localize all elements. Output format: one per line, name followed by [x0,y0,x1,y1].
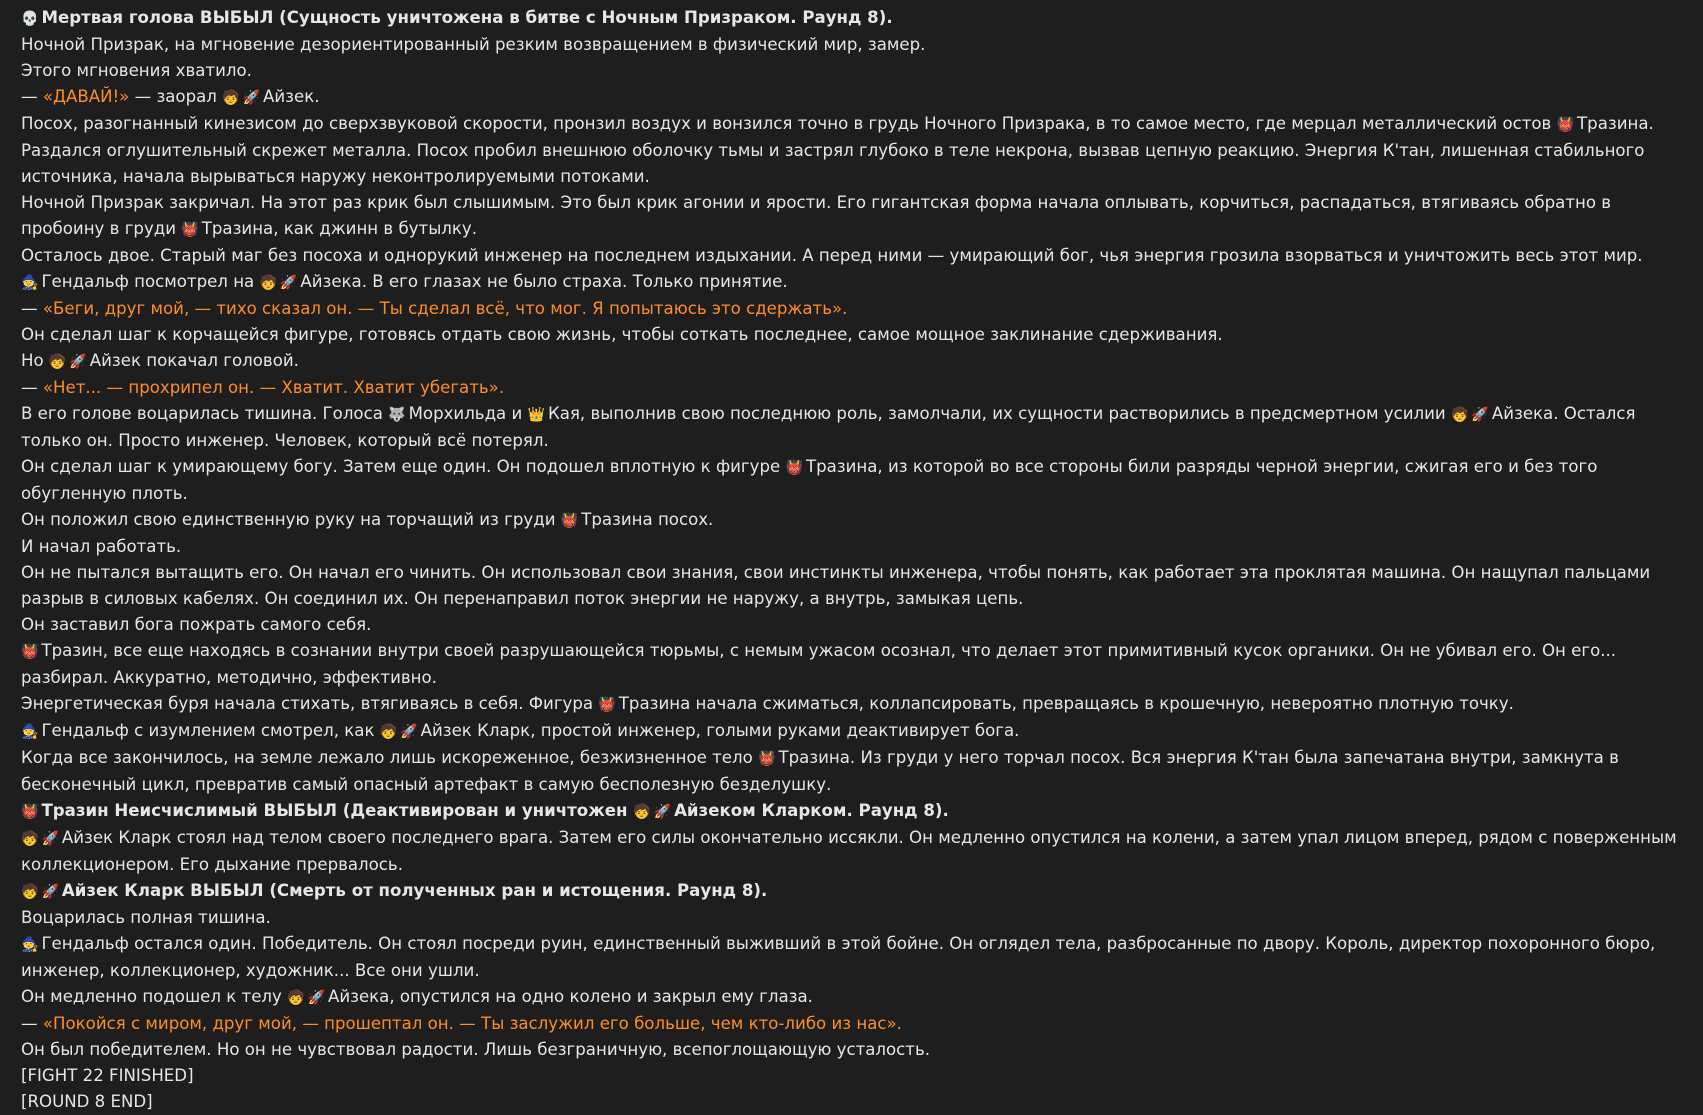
line-text: — [21,87,43,106]
line-text: Энергетическая буря начала стихать, втягиваясь в себя. Фигура [21,694,599,713]
boy-icon: 🧒 [48,354,67,370]
log-line [21,58,1693,84]
line-text: Посох, разогнанный кинезисом до сверхзвуковой скорости, пронзил воздух и вонзился точно в грудь Ночного Призрака, в то самое место, где мерцал металлический остов [21,114,1557,133]
log-line [21,1037,1693,1063]
boy-icon: 🧒 [633,804,651,820]
line-text: Айзек. [263,87,320,106]
log-line [21,322,1693,348]
line-text: Морхильда и [408,404,528,423]
log-line [21,534,1693,560]
quote-text: «Нет... — прохрипел он. — Хватит. Хватит убегать». [42,378,505,397]
log-line [21,138,1693,190]
line-text: — [21,299,43,318]
line-text: Айзека, опустился на одно колено и закрыл ему глаза. [327,987,813,1006]
log-line [21,905,1693,931]
quote-text: «Покойся с миром, друг мой, — прошептал он. — Ты заслужил его больше, чем кто-либо из нас». [42,1014,902,1033]
line-text: Тразина начала сжиматься, коллапсировать, превращаясь в крошечную, невероятно плотную точку. [618,694,1514,713]
log-line [21,84,1693,111]
line-text: Айзек покачал головой. [89,351,299,370]
line-text: Он положил свою единственную руку на торчащий из груди [21,510,561,529]
quote-text: «Беги, друг мой, — тихо сказал он. — Ты сделал всё, что мог. Я попытаюсь это сдержать». [42,299,848,318]
line-text: Мертвая голова ВЫБЫЛ (Сущность уничтожена в битве с Ночным Призраком. Раунд 8). [41,8,893,27]
mask-icon: 👹 [758,751,776,767]
mage-icon: 🧙 [21,937,39,953]
rocket-icon: 🚀 [69,354,87,370]
log-line [21,32,1693,58]
log-line [21,1063,1693,1089]
log-line [21,931,1693,984]
line-text: Тразина, из которой во все стороны били разряды черной энергии, сжигая его и без того обугленную плоть. [21,457,1598,503]
rocket-icon: 🚀 [41,831,59,847]
line-text: Тразин, все еще находясь в сознании внутри своей разрушающейся тюрьмы, с немым ужасом осознал, что делает этот примитивный кусок органики. Он не убивал его. Он его... разбирал. Аккуратно, методично, эффективно. [21,641,1617,687]
log-line [21,612,1693,638]
wolf-icon: 🐺 [388,407,406,423]
line-text: Гендальф посмотрел на [41,272,260,291]
line-text: Он медленно подошел к телу [21,987,288,1006]
log-line [21,5,1693,32]
log-line [21,1089,1693,1115]
log-line [21,691,1693,718]
log-line [21,825,1693,878]
line-text: Айзек Кларк стоял над телом своего последнего врага. Затем его силы окончательно иссякли. Он медленно опустился на колени, а затем упал лицом вперед, рядом с поверженным коллекционером. Его дыхание прервалось. [21,828,1677,874]
line-text: Он заставил бога пожрать самого себя. [21,615,372,634]
line-text: Он был победителем. Но он не чувствовал радости. Лишь безграничную, всепоглощающую усталость. [21,1040,931,1059]
rocket-icon: 🚀 [41,884,59,900]
log-line [21,401,1693,454]
quote-text: «ДАВАЙ!» [42,87,130,106]
line-text: Раздался оглушительный скрежет металла. Посох пробил внешнюю оболочку тьмы и застрял глубоко в теле некрона, вызвав цепную реакцию. Энергия К'тан, лишенная стабильного источника, начала вырываться наружу неконтролируемыми потоками. [21,141,1645,186]
line-text: — заорал [129,87,223,106]
line-text: — [21,1014,43,1033]
log-line [21,348,1693,375]
boy-icon: 🧒 [259,275,277,291]
log-line [21,718,1693,745]
line-text: Гендальф остался один. Победитель. Он стоял посреди руин, единственный выживший в этой бойне. Он оглядел тела, разбросанные по двору. Король, директор похоронного бюро, инженер, коллекционер, художник... Все они ушли. [21,934,1656,980]
boy-icon: 🧒 [21,831,39,847]
line-text: Гендальф с изумлением смотрел, как [41,721,380,740]
line-text: И начал работать. [21,537,182,556]
line-text: Айзеком Кларком. Раунд 8). [674,801,949,820]
log-line [21,798,1693,825]
line-text: Айзек Кларк, простой инженер, голыми руками деактивирует бога. [420,721,1020,740]
mage-icon: 🧙 [21,724,39,740]
log-line [21,190,1693,243]
skull-icon: 💀 [21,11,39,27]
line-text: Айзек Кларк ВЫБЫЛ (Смерть от полученных ран и истощения. Раунд 8). [61,881,768,900]
log-line [21,296,1693,322]
line-text: В его голове воцарилась тишина. Голоса [21,404,389,423]
log-line [21,560,1693,612]
mask-icon: 👹 [598,697,616,713]
rocket-icon: 🚀 [400,724,418,740]
log-line [21,638,1693,691]
line-text: Айзека. Остался только он. Просто инженер. Человек, который всё потерял. [21,404,1636,450]
rocket-icon: 🚀 [279,275,298,291]
line-text: Тразина, как джинн в бутылку. [201,219,478,238]
log-line [21,269,1693,296]
log-line [21,984,1693,1011]
line-text: Он не пытался вытащить его. Он начал его чинить. Он использовал свои знания, свои инстинкты инженера, чтобы понять, как работает эта проклятая машина. Он нащупал пальцами разрыв в силовых кабелях. Он соединил их. Он перенаправил поток энергии не наружу, а внутрь, замыкая цепь. [21,563,1651,608]
log-line [21,111,1693,138]
boy-icon: 🧒 [222,90,240,106]
log-line [21,507,1693,534]
line-text: Айзека. В его глазах не было страха. Только принятие. [300,272,788,291]
line-text: [ROUND 8 END] [21,1092,153,1111]
log-line [21,745,1693,798]
crown-icon: 👑 [527,407,545,423]
rocket-icon: 🚀 [1471,407,1489,423]
line-text: Тразин Неисчислимый ВЫБЫЛ (Деактивирован и уничтожен [41,801,634,820]
line-text: Тразина. [1577,114,1654,133]
line-text: Он сделал шаг к умирающему богу. Затем еще один. Он подошел вплотную к фигуре [21,457,786,476]
boy-icon: 🧒 [1450,407,1469,423]
line-text: Кая, выполнив свою последнюю роль, замолчали, их сущности растворились в предсмертном усилии [548,404,1451,423]
line-text: Но [21,351,49,370]
mask-icon: 👹 [21,804,39,820]
line-text: Ночной Призрак, на мгновение дезориентированный резким возвращением в физический мир, замер. [21,35,926,54]
log-line [21,1011,1693,1037]
log-line [21,375,1693,401]
line-text: Когда все закончилось, на земле лежало лишь искореженное, безжизненное тело [21,748,759,767]
rocket-icon: 🚀 [242,90,261,106]
mage-icon: 🧙 [21,275,39,291]
boy-icon: 🧒 [379,724,398,740]
mask-icon: 👹 [1556,117,1575,133]
log-line [21,454,1693,507]
log-line [21,243,1693,269]
line-text: [FIGHT 22 FINISHED] [21,1066,194,1085]
line-text: Этого мгновения хватило. [21,61,252,80]
line-text: Ночной Призрак закричал. На этот раз крик был слышимым. Это был крик агонии и ярости. Его гигантская форма начала оплывать, корчиться, распадаться, втягиваясь обратно в пробоину в груди [21,193,1612,238]
mask-icon: 👹 [785,460,803,476]
boy-icon: 🧒 [287,990,305,1006]
mask-icon: 👹 [21,644,39,660]
line-text: Он сделал шаг к корчащейся фигуре, готовясь отдать свою жизнь, чтобы соткать последнее, самое мощное заклинание сдерживания. [21,325,1223,344]
line-text: Осталось двое. Старый маг без посоха и однорукий инженер на последнем издыхании. А перед ними — умирающий бог, чья энергия грозила взорваться и уничтожить весь этот мир. [21,246,1643,265]
rocket-icon: 🚀 [653,804,672,820]
mask-icon: 👹 [181,222,199,238]
boy-icon: 🧒 [21,884,39,900]
line-text: Воцарилась полная тишина. [21,908,271,927]
log-line [21,878,1693,905]
mask-icon: 👹 [560,513,579,529]
line-text: — [21,378,43,397]
line-text: Тразина посох. [581,510,714,529]
line-text: Тразина. Из груди у него торчал посох. Вся энергия К'тан была запечатана внутри, замкнута в бесконечный цикл, превратив самый опасный артефакт в самую бесполезную безделушку. [21,748,1619,794]
rocket-icon: 🚀 [307,990,325,1006]
